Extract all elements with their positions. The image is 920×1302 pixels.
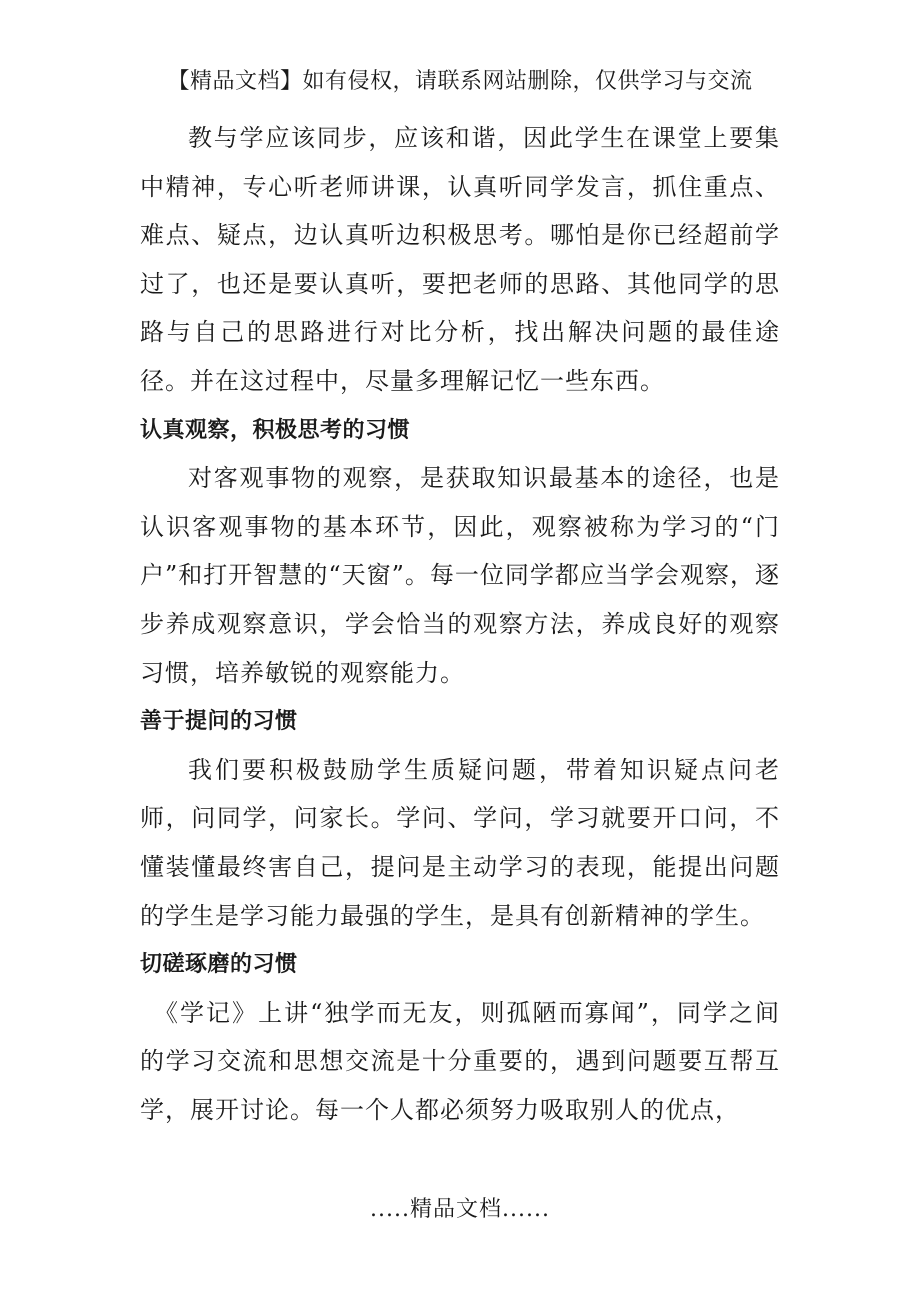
discuss-paragraph: 《学记》上讲“独学而无友，则孤陋而寡闻”，同学之间的学习交流和思想交流是十分重要的，遇到问题要互帮互学，展开讨论。每一个人都必须努力吸取别人的优点，: [140, 998, 780, 1124]
page-footer-label: .....精品文档......: [370, 1197, 550, 1222]
observe-paragraph: 对客观事物的观察，是获取知识最基本的途径，也是认识客观事物的基本环节，因此，观察被称为学习的“门户”和打开智慧的“天窗”。每一位同学都应当学会观察，逐步养成观察意识，学会恰当的观察方法，养成良好的观察习惯，培养敏锐的观察能力。: [140, 464, 780, 687]
discuss-heading: 切磋琢磨的习惯: [140, 951, 298, 978]
question-heading: 善于提问的习惯: [140, 708, 298, 735]
question-paragraph: 我们要积极鼓励学生质疑问题，带着知识疑点问老师，问同学，问家长。学问、学问，学习就要开口问，不懂装懂最终害自己，提问是主动学习的表现，能提出问题的学生是学习能力最强的学生，是具有创新精神的学生。: [140, 755, 780, 930]
document-body: [140, 114, 780, 1134]
intro-paragraph: 教与学应该同步，应该和谐，因此学生在课堂上要集中精神，专心听老师讲课，认真听同学发言，抓住重点、难点、疑点，边认真听边积极思考。哪怕是你已经超前学过了，也还是要认真听，要把老师的思路、其他同学的思路与自己的思路进行对比分析，找出解决问题的最佳途径。并在这过程中，尽量多理解记忆一些东西。: [140, 124, 780, 395]
observe-heading: 认真观察，积极思考的习惯: [140, 416, 411, 443]
page-header-notice: 【精品文档】如有侵权，请联系网站删除，仅供学习与交流: [167, 69, 753, 94]
